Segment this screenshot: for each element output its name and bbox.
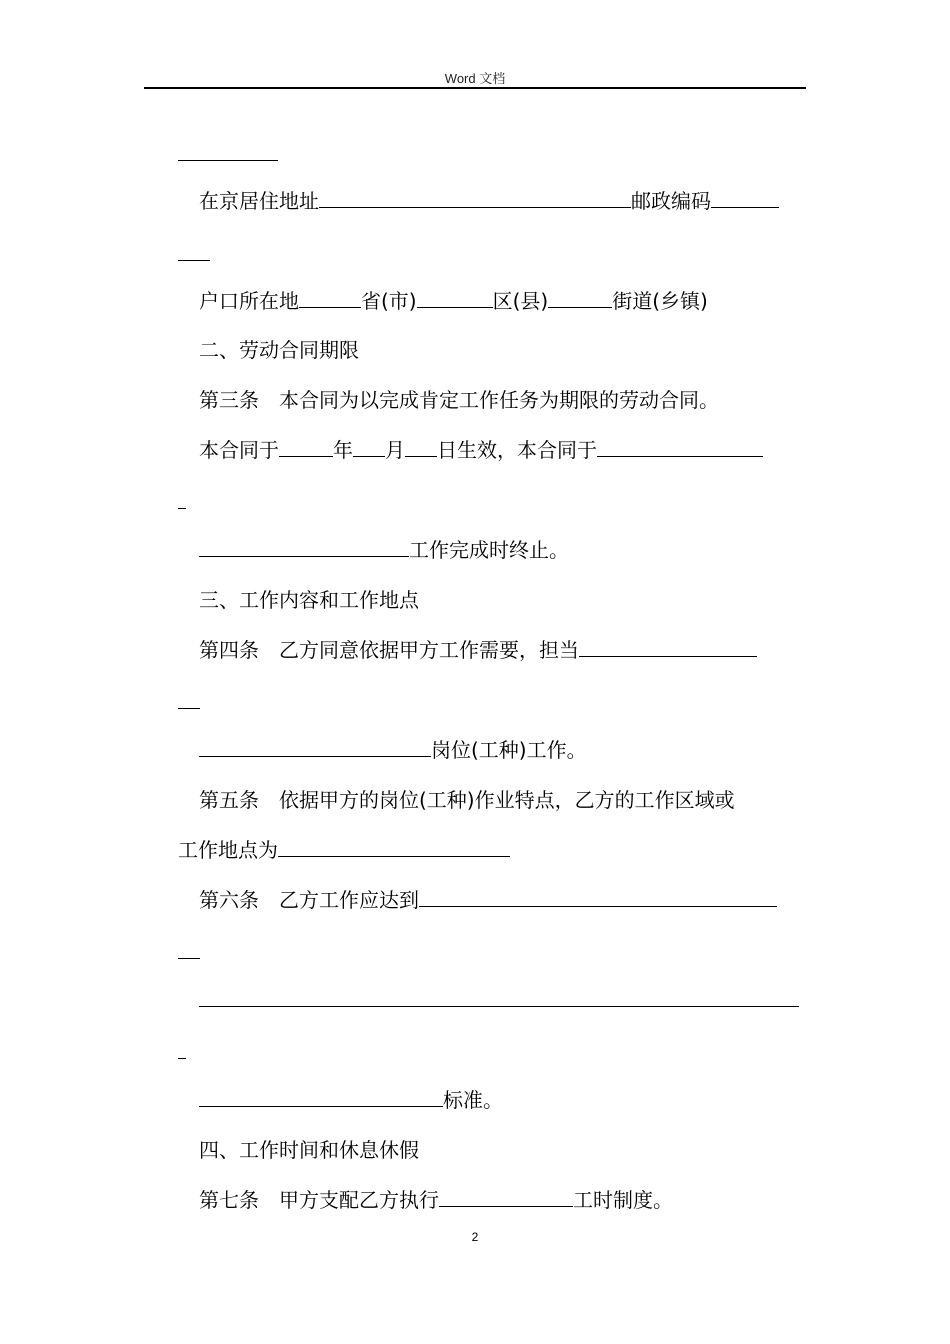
article-7-suffix: 工时制度。 [573, 1188, 673, 1212]
section-3-heading: 三、工作内容和工作地点 [199, 588, 419, 612]
street-label: 街道(乡镇) [612, 289, 708, 313]
standard-line [199, 1086, 503, 1114]
article-4-text: 第四条 乙方同意依据甲方工作需要，担当 [199, 638, 579, 662]
day-label: 日生效，本合同于 [437, 438, 597, 462]
effective-prefix: 本合同于 [199, 438, 279, 462]
post-text: 岗位(工种)工作。 [431, 738, 587, 762]
standard-text: 标准。 [443, 1088, 503, 1112]
article-4 [199, 636, 757, 664]
end-text: 工作完成时终止。 [409, 538, 569, 562]
address-blank [319, 187, 631, 208]
article-7 [199, 1186, 673, 1214]
province-label: 省(市) [361, 289, 417, 313]
month-label: 月 [385, 438, 405, 462]
article-3: 第三条 本合同为以完成肯定工作任务为期限的劳动合同。 [199, 388, 719, 412]
continuation-blank [178, 140, 278, 168]
article-6-blank-cont [178, 938, 200, 966]
effective-blank-cont [178, 488, 186, 516]
post-line [199, 736, 587, 764]
article-6-blank-line [199, 986, 799, 1014]
article-6-text: 第六条 乙方工作应达到 [199, 888, 419, 912]
section-4-heading: 四、工作时间和休息休假 [199, 1138, 419, 1162]
header-rule [144, 87, 806, 89]
postcode-blank-cont [178, 240, 210, 268]
article-6 [199, 886, 777, 914]
article-5: 第五条 依据甲方的岗位(工种)作业特点，乙方的工作区域或 [199, 788, 735, 812]
page-number: 2 [471, 1230, 479, 1244]
address-line [199, 187, 779, 215]
article-6-blank-cont-2 [178, 1038, 186, 1066]
effective-line [199, 436, 763, 464]
page-header: Word 文档 [444, 71, 506, 86]
district-label: 区(县) [492, 289, 549, 313]
article-7-text: 第七条 甲方支配乙方执行 [199, 1188, 439, 1212]
section-2-heading: 二、劳动合同期限 [199, 338, 359, 362]
postcode-label: 邮政编码 [631, 189, 711, 213]
end-line [199, 536, 569, 564]
year-label: 年 [333, 438, 353, 462]
address-label: 在京居住地址 [199, 189, 319, 213]
article-5-cont-text: 工作地点为 [178, 838, 278, 862]
article-4-blank-cont [178, 688, 200, 716]
article-5-cont [178, 836, 510, 864]
postcode-blank [711, 187, 779, 208]
hukou-line [199, 287, 708, 315]
hukou-label: 户口所在地 [199, 289, 299, 313]
